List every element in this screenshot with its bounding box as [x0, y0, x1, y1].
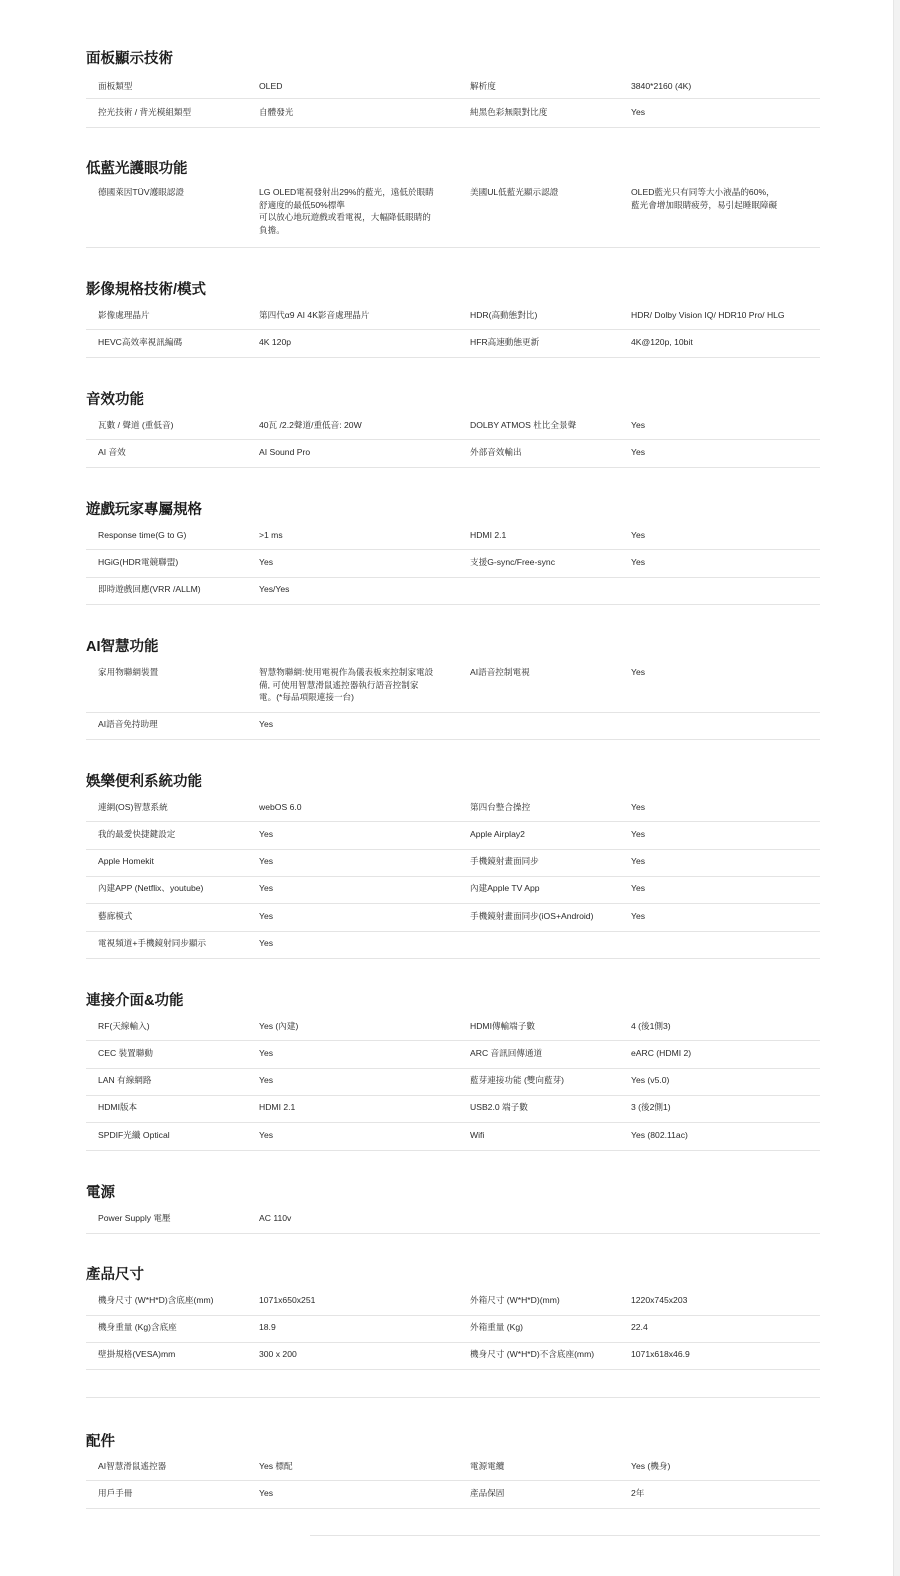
spec-value: Yes: [631, 530, 646, 540]
spec-label: Power Supply 電壓: [98, 1213, 171, 1223]
spec-value: 1220x745x203: [631, 1295, 688, 1305]
section-title: 電源: [86, 1185, 115, 1201]
spec-value: Yes: [259, 856, 274, 866]
spec-label: 外箱重量 (Kg): [470, 1322, 523, 1332]
spec-row: [86, 937, 820, 959]
spec-label: 面板類型: [98, 81, 133, 91]
spec-label: 手機鏡射畫面同步: [470, 856, 539, 866]
spec-label: 控光技術 / 背光模組類型: [98, 107, 192, 117]
spec-row: [86, 1047, 820, 1069]
spec-value: Yes: [631, 829, 646, 839]
spec-value: Yes: [259, 911, 274, 921]
spec-row: [86, 309, 820, 330]
spec-value: 18.9: [259, 1322, 276, 1332]
spec-label: Wifi: [470, 1130, 485, 1140]
spec-value: Yes: [259, 557, 274, 567]
spec-row: [86, 801, 820, 822]
spec-value: 4K 120p: [259, 337, 292, 347]
spec-value: Yes/Yes: [259, 584, 290, 594]
spec-label: 連網(OS)智慧系統: [98, 802, 168, 812]
spec-label: 瓦數 / 聲道 (重低音): [98, 420, 174, 430]
spec-value: Yes (機身): [631, 1461, 671, 1471]
spec-row: [86, 1020, 820, 1041]
spec-value: 3840*2160 (4K): [631, 81, 692, 91]
spec-label: 德國萊因TÜV護眼認證: [98, 187, 184, 197]
spec-value: Yes (v5.0): [631, 1075, 670, 1085]
spec-label: 外部音效輸出: [470, 447, 522, 457]
spec-value: Yes (802.11ac): [631, 1130, 688, 1140]
spec-row: [86, 446, 820, 468]
spec-label: 即時遊戲回應(VRR /ALLM): [98, 584, 201, 594]
spec-value: Yes: [259, 829, 274, 839]
spec-label: AI語音免持助理: [98, 719, 158, 729]
spec-label: SPDIF光纖 Optical: [98, 1130, 170, 1140]
spec-row: [86, 1101, 820, 1123]
spec-row: [86, 419, 820, 440]
spec-label: 純黑色彩無限對比度: [470, 107, 548, 117]
spec-value: Yes (內建): [259, 1021, 299, 1031]
spec-label: 外箱尺寸 (W*H*D)(mm): [470, 1295, 560, 1305]
spec-value: OLED藍光只有同等大小液晶的60%， 藍光會增加眼睛疲勞，易引起睡眠障礙: [631, 187, 778, 210]
spec-label: LAN 有線網路: [98, 1075, 152, 1085]
spec-label: HEVC高效率視訊編碼: [98, 337, 183, 347]
spec-label: 機身重量 (Kg)含底座: [98, 1322, 177, 1332]
spec-label: 解析度: [470, 81, 496, 91]
right-border: [893, 0, 900, 1576]
spec-label: HDMI傳輸端子數: [470, 1021, 535, 1031]
section-title: 遊戲玩家專屬規格: [86, 502, 202, 518]
spec-value: Yes: [259, 1048, 274, 1058]
divider: [310, 1535, 820, 1536]
section-title: 娛樂便利系統功能: [86, 774, 202, 790]
spec-value: 40瓦 /2.2聲道/重低音: 20W: [259, 420, 362, 430]
spec-value: OLED: [259, 81, 283, 91]
spec-label: HFR高速動態更新: [470, 337, 540, 347]
spec-label: 第四台整合操控: [470, 802, 531, 812]
spec-value: Yes: [631, 856, 646, 866]
spec-value: HDMI 2.1: [259, 1102, 296, 1112]
spec-value: AI Sound Pro: [259, 447, 311, 457]
spec-row: [86, 1294, 820, 1316]
spec-row: [86, 1129, 820, 1151]
spec-row: [86, 828, 820, 850]
spec-value: Yes: [259, 719, 274, 729]
section-title: 配件: [86, 1434, 115, 1450]
spec-label: 家用物聯網裝置: [98, 667, 159, 677]
spec-row: [86, 583, 820, 605]
spec-value: eARC (HDMI 2): [631, 1048, 692, 1058]
spec-value: 22.4: [631, 1322, 648, 1332]
spec-row: [86, 882, 820, 904]
spec-label: 我的最愛快捷鍵設定: [98, 829, 176, 839]
spec-label: 電源電纜: [470, 1461, 505, 1471]
spec-value: Yes: [631, 883, 646, 893]
section-title: AI智慧功能: [86, 639, 159, 655]
spec-label: 用戶手冊: [98, 1488, 133, 1498]
spec-row: [86, 556, 820, 578]
spec-row: [86, 1487, 820, 1509]
spec-label: 壁掛規格(VESA)mm: [98, 1349, 176, 1359]
spec-row: [86, 1212, 820, 1234]
section-title: 產品尺寸: [86, 1267, 144, 1283]
spec-value: 300 x 200: [259, 1349, 297, 1359]
spec-value: >1 ms: [259, 530, 283, 540]
spec-value: HDR/ Dolby Vision IQ/ HDR10 Pro/ HLG: [631, 310, 785, 320]
spec-value: 2年: [631, 1488, 645, 1498]
section-title: 影像規格技術/模式: [86, 282, 207, 298]
spec-value: 1071x650x251: [259, 1295, 316, 1305]
spec-value: Yes: [631, 447, 646, 457]
spec-label: DOLBY ATMOS 杜比全景聲: [470, 420, 577, 430]
spec-row: [86, 1074, 820, 1096]
spec-label: AI智慧滑鼠遙控器: [98, 1461, 167, 1471]
spec-label: Apple Homekit: [98, 856, 154, 866]
spec-label: AI語音控制電視: [470, 667, 530, 677]
spec-row: [86, 1321, 820, 1343]
spec-label: 機身尺寸 (W*H*D)不含底座(mm): [470, 1349, 595, 1359]
spec-row: [86, 1348, 820, 1370]
spec-label: 影像處理晶片: [98, 310, 150, 320]
spec-value: Yes 標配: [259, 1461, 293, 1471]
spec-label: 電視頻道+手機鏡射同步顯示: [98, 938, 207, 948]
spec-value: Yes: [259, 883, 274, 893]
spec-label: USB2.0 端子數: [470, 1102, 528, 1112]
spec-value: AC 110v: [259, 1213, 292, 1223]
spec-label: 機身尺寸 (W*H*D)含底座(mm): [98, 1295, 214, 1305]
spec-row: [86, 336, 820, 358]
spec-label: HGiG(HDR電競聯盟): [98, 557, 179, 567]
section-title: 連接介面&功能: [86, 993, 184, 1009]
spec-value: Yes: [631, 802, 646, 812]
spec-label: 藝廊模式: [98, 911, 133, 921]
spec-label: 內建Apple TV App: [470, 883, 540, 893]
spec-row: [86, 80, 820, 99]
spec-value: Yes: [631, 667, 646, 677]
spec-label: AI 音效: [98, 447, 126, 457]
spec-value: 3 (後2側1): [631, 1102, 671, 1112]
spec-row: [86, 666, 820, 713]
spec-label: Apple Airplay2: [470, 829, 525, 839]
spec-label: 藍芽連接功能 (雙向藍芽): [470, 1075, 565, 1085]
spec-label: RF(天線輸入): [98, 1021, 150, 1031]
spec-value: webOS 6.0: [259, 802, 302, 812]
spec-label: ARC 音訊回傳通道: [470, 1048, 543, 1058]
spec-label: HDR(高動態對比): [470, 310, 538, 320]
spec-label: 內建APP (Netflix、youtube): [98, 883, 204, 893]
spec-value: Yes: [631, 107, 646, 117]
spec-label: 手機鏡射畫面同步(iOS+Android): [470, 911, 594, 921]
spec-row: [86, 1460, 820, 1481]
spec-label: CEC 裝置聯動: [98, 1048, 153, 1058]
spec-value: Yes: [259, 1488, 274, 1498]
spec-label: 美國UL低藍光顯示認證: [470, 187, 559, 197]
spec-row: [86, 718, 820, 740]
spec-value: 自體發光: [259, 107, 294, 117]
section-title: 音效功能: [86, 392, 144, 408]
spec-label: HDMI 2.1: [470, 530, 507, 540]
spec-value: Yes: [631, 911, 646, 921]
divider: [86, 1397, 820, 1398]
spec-value: 4 (後1側3): [631, 1021, 671, 1031]
spec-row: [86, 855, 820, 877]
spec-value: Yes: [631, 557, 646, 567]
spec-value: 智慧物聯網:使用電視作為儀表板來控制家電設 備, 可使用智慧滑鼠遙控器執行語音控制家 電。(*每品項限連接一台): [259, 667, 434, 702]
spec-value: 第四代α9 AI 4K影音處理晶片: [259, 310, 370, 320]
spec-row: [86, 529, 820, 550]
section-title: 面板顯示技術: [86, 51, 173, 67]
spec-label: 支援G-sync/Free-sync: [470, 557, 555, 567]
spec-value: Yes: [259, 1130, 274, 1140]
spec-row: [86, 910, 820, 932]
spec-value: 4K@120p, 10bit: [631, 337, 693, 347]
section-title: 低藍光護眼功能: [86, 161, 188, 177]
spec-value: Yes: [259, 938, 274, 948]
spec-label: 產品保固: [470, 1488, 505, 1498]
spec-value: Yes: [631, 420, 646, 430]
spec-label: Response time(G to G): [98, 530, 187, 540]
spec-value: 1071x618x46.9: [631, 1349, 690, 1359]
spec-value: Yes: [259, 1075, 274, 1085]
spec-label: HDMI版本: [98, 1102, 138, 1112]
spec-row: [86, 106, 820, 128]
spec-row: [86, 186, 820, 248]
spec-value: LG OLED電視發射出29%的藍光，遠低於眼睛 舒適度的最低50%標準 可以放心地玩遊戲或看電視，大幅降低眼睛的 負擔。: [259, 187, 434, 235]
